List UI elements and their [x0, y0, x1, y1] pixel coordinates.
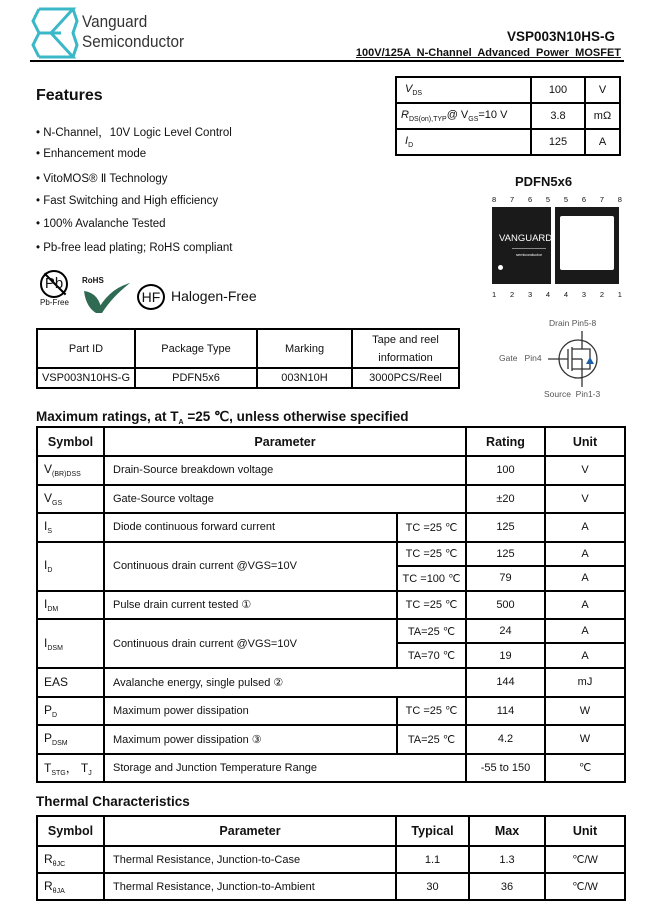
max-rating-row: [37, 456, 625, 485]
package-bottom-pins: 1 2 3 4 4 3 2 1: [492, 290, 622, 299]
rating-cell: 144: [466, 668, 545, 697]
thermal-table: [36, 815, 626, 901]
rating-cell: 100: [466, 456, 545, 485]
max-ratings-header: [37, 427, 625, 456]
column-header: Unit: [545, 427, 625, 456]
feature-item: • 100% Avalanche Tested: [36, 218, 232, 231]
symbol-cell: $P_D$: [37, 697, 104, 726]
spec-value: 3.8: [531, 103, 585, 129]
max-rating-row: [37, 697, 625, 726]
column-header: Unit: [545, 816, 625, 846]
unit-cell: A: [545, 542, 625, 566]
features-title: Features: [36, 87, 103, 104]
spec-value: 125: [531, 129, 585, 155]
condition-cell: TC =25 ℃: [397, 513, 466, 542]
unit-cell: W: [545, 697, 625, 726]
rating-cell: 125: [466, 542, 545, 566]
rating-cell: 500: [466, 591, 545, 620]
column-header: Rating: [466, 427, 545, 456]
parameter-cell: Maximum power dissipation ③: [104, 725, 397, 754]
spec-symbol: $V_{DS}$: [396, 77, 531, 103]
symbol-cell: EAS: [37, 668, 104, 697]
typical-cell: 30: [396, 873, 469, 900]
drain-label: Drain Pin5-8: [549, 318, 597, 328]
thermal-row: [37, 846, 625, 873]
max-rating-row: [37, 754, 625, 783]
rating-cell: 114: [466, 697, 545, 726]
spec-symbol: $R_{DS(on),TYP}@$ $V_{GS}=10$ V: [396, 103, 531, 129]
column-header: Max: [469, 816, 545, 846]
pb-free-badge: [40, 270, 74, 312]
rating-cell: -55 to 150: [466, 754, 545, 783]
unit-cell: A: [545, 619, 625, 643]
package-title: PDFN5x6: [515, 174, 573, 189]
parameter-cell: Gate-Source voltage: [104, 485, 466, 514]
unit-cell: mJ: [545, 668, 625, 697]
feature-item: • Fast Switching and High efficiency: [36, 195, 232, 208]
unit-cell: A: [545, 566, 625, 591]
gate-label: Gate Pin4: [499, 353, 542, 363]
condition-cell: TA=25 ℃: [397, 619, 466, 643]
part-number: VSP003N10HS-G: [506, 29, 615, 44]
feature-item: • Enhancement mode: [36, 148, 232, 161]
unit-cell: ℃/W: [545, 846, 625, 873]
condition-cell: TC =100 ℃: [397, 566, 466, 591]
rohs-label: RoHS: [82, 276, 104, 285]
key-specs-table: [395, 76, 621, 156]
company-name: [82, 12, 184, 52]
halogen-free-label: Halogen-Free: [171, 288, 257, 304]
spec-symbol: $I_D$: [396, 129, 531, 155]
max-rating-row: [37, 485, 625, 514]
pb-free-label: Pb-Free: [40, 298, 69, 307]
mosfet-symbol-icon: [548, 331, 608, 387]
features-list: [36, 124, 232, 265]
column-header: Parameter: [104, 427, 466, 456]
symbol-cell: $R_{\theta JA}$: [37, 873, 104, 900]
column-header: Symbol: [37, 427, 104, 456]
feature-item: • N-Channel，10V Logic Level Control: [36, 124, 232, 137]
rating-cell: ±20: [466, 485, 545, 514]
column-header: Parameter: [104, 816, 396, 846]
max-rating-row: [37, 542, 625, 566]
marking-cell: 003N10H: [257, 368, 352, 388]
symbol-cell: $T_{STG}$， $T_J$: [37, 754, 104, 783]
parameter-cell: Continuous drain current @VGS=10V: [104, 619, 397, 668]
max-ratings-table: [36, 426, 626, 783]
condition-cell: TC =25 ℃: [397, 591, 466, 620]
symbol-cell: $V_{GS}$: [37, 485, 104, 514]
symbol-cell: $V_{(BR)DSS}$: [37, 456, 104, 485]
package-cell: PDFN5x6: [135, 368, 257, 388]
parameter-cell: Diode continuous forward current: [104, 513, 397, 542]
parameter-cell: Drain-Source breakdown voltage: [104, 456, 466, 485]
company-line1: Vanguard: [82, 12, 148, 31]
column-header: Typical: [396, 816, 469, 846]
column-header: Tape and reel information: [352, 329, 459, 368]
max-cell: 36: [469, 873, 545, 900]
parameter-cell: Storage and Junction Temperature Range: [104, 754, 466, 783]
feature-item: • VitoMOS® Ⅱ Technology: [36, 171, 232, 184]
ordering-row: [37, 368, 459, 388]
thermal-title: Thermal Characteristics: [36, 794, 190, 809]
thermal-row: [37, 873, 625, 900]
unit-cell: A: [545, 513, 625, 542]
tape-reel-cell: 3000PCS/Reel: [352, 368, 459, 388]
part-subtitle: 100V/125A N-Channel Advanced Power MOSFET: [355, 47, 621, 59]
spec-unit: mΩ: [585, 103, 620, 129]
rating-cell: 125: [466, 513, 545, 542]
package-bottom-view: [555, 207, 619, 284]
parameter-cell: Thermal Resistance, Junction-to-Ambient: [104, 873, 396, 900]
unit-cell: ℃/W: [545, 873, 625, 900]
parameter-cell: Pulse drain current tested ①: [104, 591, 397, 620]
parameter-cell: Thermal Resistance, Junction-to-Case: [104, 846, 396, 873]
max-cell: 1.3: [469, 846, 545, 873]
parameter-cell: Continuous drain current @VGS=10V: [104, 542, 397, 591]
max-rating-row: [37, 619, 625, 643]
symbol-cell: $I_D$: [37, 542, 104, 591]
typical-cell: 1.1: [396, 846, 469, 873]
unit-cell: V: [545, 485, 625, 514]
max-rating-row: [37, 513, 625, 542]
key-spec-row: [396, 77, 620, 103]
unit-cell: V: [545, 456, 625, 485]
symbol-cell: $I_S$: [37, 513, 104, 542]
spec-unit: A: [585, 129, 620, 155]
condition-cell: TC =25 ℃: [397, 542, 466, 566]
condition-cell: TA=25 ℃: [397, 725, 466, 754]
rating-cell: 24: [466, 619, 545, 643]
key-spec-row: [396, 103, 620, 129]
condition-cell: TC =25 ℃: [397, 697, 466, 726]
source-label: Source Pin1-3: [544, 389, 601, 399]
max-ratings-title: Maximum ratings, at $T_A =25$ ℃, unless otherwise specified: [36, 409, 409, 426]
company-line2: Semiconductor: [82, 32, 185, 51]
symbol-cell: $I_{DM}$: [37, 591, 104, 620]
condition-cell: TA=70 ℃: [397, 643, 466, 668]
package-top-pins: 8 7 6 5 5 6 7 8: [492, 195, 622, 204]
unit-cell: A: [545, 591, 625, 620]
rating-cell: 79: [466, 566, 545, 591]
symbol-cell: $R_{\theta JC}$: [37, 846, 104, 873]
symbol-cell: $P_{DSM}$: [37, 725, 104, 754]
spec-unit: V: [585, 77, 620, 103]
part-id-cell: VSP003N10HS-G: [37, 368, 135, 388]
rating-cell: 4.2: [466, 725, 545, 754]
unit-cell: ℃: [545, 754, 625, 783]
pb-circle-icon: [40, 270, 68, 298]
vanguard-logo-icon: [31, 5, 79, 61]
max-rating-row: [37, 725, 625, 754]
ordering-table: [36, 328, 460, 389]
ordering-header-row: [37, 329, 459, 368]
spec-value: 100: [531, 77, 585, 103]
parameter-cell: Avalanche energy, single pulsed ②: [104, 668, 466, 697]
max-rating-row: [37, 668, 625, 697]
unit-cell: A: [545, 643, 625, 668]
rohs-check-icon: [82, 283, 132, 315]
feature-item: • Pb-free lead plating; RoHS compliant: [36, 242, 232, 255]
pb-icon: Pb: [44, 275, 64, 292]
header-divider: [30, 60, 624, 62]
key-spec-row: [396, 129, 620, 155]
thermal-header: [37, 816, 625, 846]
parameter-cell: Maximum power dissipation: [104, 697, 397, 726]
column-header: Package Type: [135, 329, 257, 368]
column-header: Marking: [257, 329, 352, 368]
max-rating-row: [37, 591, 625, 620]
symbol-cell: $I_{DSM}$: [37, 619, 104, 668]
package-top-view: VANGUARD semiconductor: [492, 207, 551, 284]
column-header: Part ID: [37, 329, 135, 368]
column-header: Symbol: [37, 816, 104, 846]
unit-cell: W: [545, 725, 625, 754]
halogen-free-icon: HF: [137, 284, 165, 310]
rating-cell: 19: [466, 643, 545, 668]
